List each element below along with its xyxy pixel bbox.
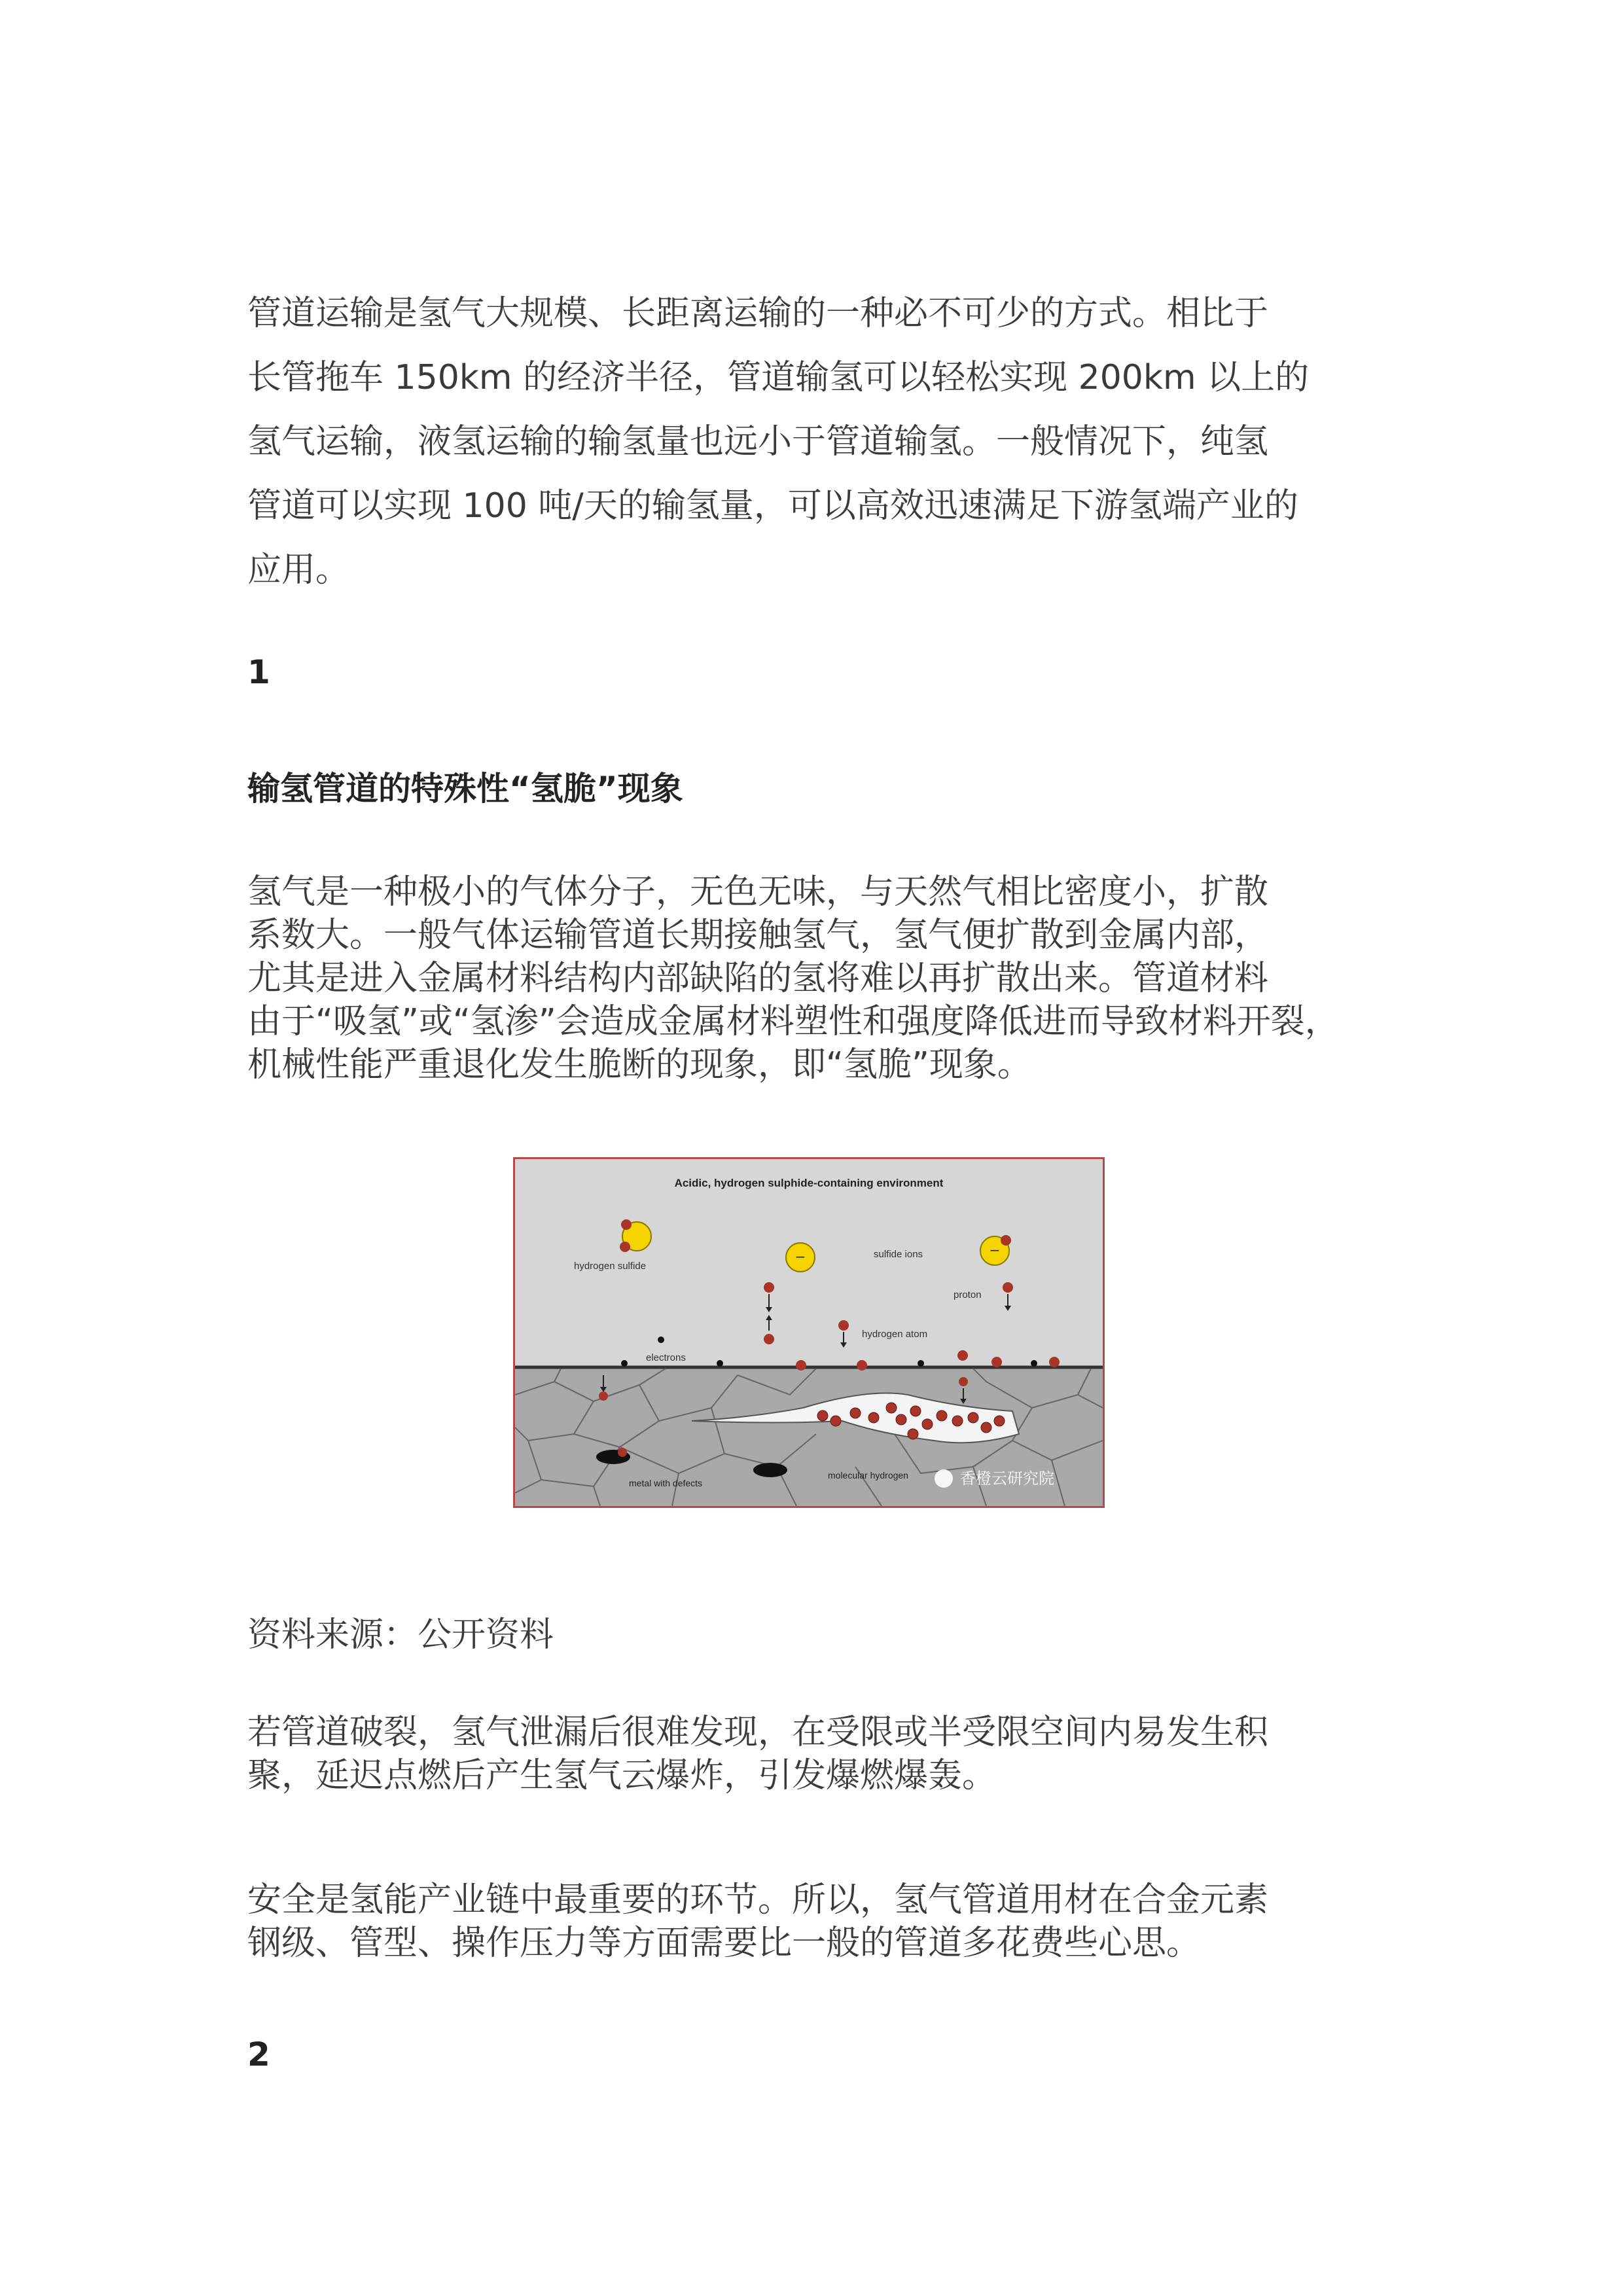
body-line: 钢级、管型、操作压力等方面需要比一般的管道多花费些心思。	[247, 1924, 1201, 1963]
wechat-icon	[935, 1469, 953, 1488]
section-number: 1	[247, 653, 270, 691]
body-line: 系数大。一般气体运输管道长期接触氢气，氢气便扩散到金属内部，	[247, 916, 1269, 955]
section-heading: 输氢管道的特殊性“氢脆”现象	[247, 770, 683, 808]
section-number: 2	[247, 2036, 270, 2073]
label-hydrogen-atom: hydrogen atom	[862, 1329, 928, 1340]
safety-paragraph	[247, 1878, 1399, 1965]
label-metal-with-defects: metal with defects	[629, 1478, 703, 1488]
embrittlement-diagram	[515, 1159, 1103, 1506]
label-molecular-hydrogen: molecular hydrogen	[828, 1470, 908, 1480]
body-line: 由于“吸氢”或“氢渗”会造成金属材料塑性和强度降低进而导致材料开裂，	[247, 1002, 1339, 1041]
label-hydrogen-sulfide: hydrogen sulfide	[574, 1261, 647, 1272]
label-proton: proton	[954, 1289, 982, 1300]
void-icon	[753, 1463, 787, 1477]
intro-paragraph	[247, 281, 1399, 602]
sulfide-ion-icon	[786, 1243, 815, 1272]
body-line: 尤其是进入金属材料结构内部缺陷的氢将难以再扩散出来。管道材料	[247, 959, 1269, 998]
body-line: 若管道破裂，氢气泄漏后很难发现，在受限或半受限空间内易发生积	[247, 1713, 1269, 1752]
section1-paragraph	[247, 870, 1399, 1086]
hydrogen-embrittlement-figure	[513, 1157, 1105, 1508]
leak-paragraph	[247, 1711, 1399, 1797]
watermark-text: 香橙云研究院	[960, 1469, 1054, 1488]
intro-line: 氢气运输，液氢运输的输氢量也远小于管道输氢。一般情况下，纯氢	[247, 422, 1269, 461]
source-caption: 资料来源：公开资料	[247, 1615, 554, 1655]
label-electrons: electrons	[646, 1352, 686, 1363]
intro-line: 管道可以实现 100 吨/天的输氢量，可以高效迅速满足下游氢端产业的	[247, 486, 1298, 526]
body-line: 聚，延迟点燃后产生氢气云爆炸，引发爆燃爆轰。	[247, 1756, 997, 1795]
intro-line: 应用。	[247, 550, 350, 590]
figure-title: Acidic, hydrogen sulphide-containing environment	[674, 1177, 944, 1189]
svg-text:−: −	[794, 1249, 806, 1265]
svg-text:−: −	[989, 1242, 1001, 1258]
intro-line: 长管拖车 150km 的经济半径，管道输氢可以轻松实现 200km 以上的	[247, 358, 1310, 397]
intro-line: 管道运输是氢气大规模、长距离运输的一种必不可少的方式。相比于	[247, 294, 1269, 333]
label-sulfide-ions: sulfide ions	[874, 1249, 923, 1260]
body-line: 氢气是一种极小的气体分子，无色无味，与天然气相比密度小，扩散	[247, 872, 1269, 912]
body-line: 安全是氢能产业链中最重要的环节。所以，氢气管道用材在合金元素	[247, 1880, 1269, 1920]
body-line: 机械性能严重退化发生脆断的现象，即“氢脆”现象。	[247, 1045, 1031, 1085]
